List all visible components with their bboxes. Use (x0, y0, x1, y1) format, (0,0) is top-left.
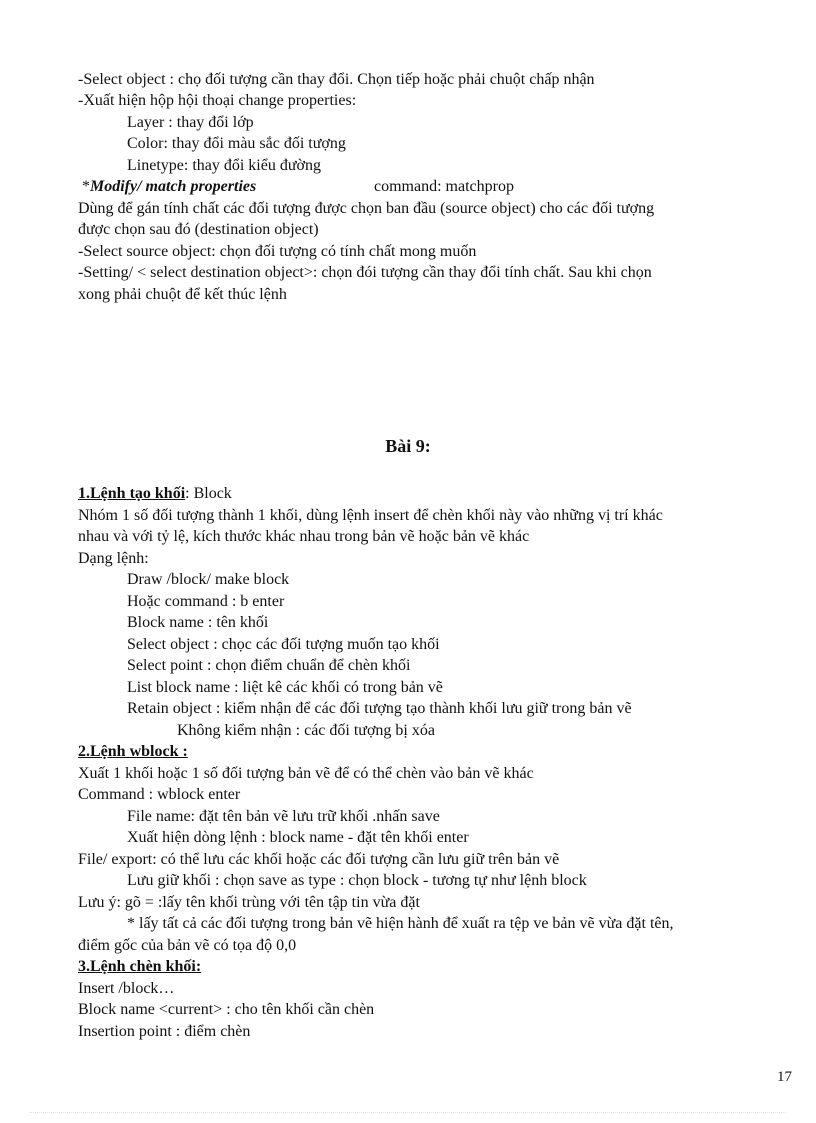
text-line: Layer : thay đổi lớp (127, 114, 254, 131)
list-item: List block name : liệt kê các khối có trong bản vẽ (127, 679, 443, 696)
match-properties-label: Modify/ match properties (90, 178, 257, 195)
text-line: nhau và với tỷ lệ, kích thước khác nhau trong bản vẽ hoặc bản vẽ khác (78, 528, 530, 545)
text-line: File name: đặt tên bản vẽ lưu trữ khối .nhấn save (127, 808, 440, 825)
text-line: Lưu ý: gõ = :lấy tên khối trùng với tên tập tin vừa đặt (78, 894, 420, 911)
text-line: -Setting/ < select destination object>: chọn đói tượng cần thay đổi tính chất. Sau khi chọn (78, 264, 652, 281)
match-command: command: matchprop (374, 178, 514, 195)
list-item: Select point : chọn điểm chuẩn để chèn khối (127, 657, 411, 674)
text-line: được chọn sau đó (destination object) (78, 221, 319, 238)
lesson-title: Bài 9: (385, 436, 431, 456)
section-1-heading-rest: : Block (185, 485, 232, 502)
text-line: Linetype: thay đổi kiểu đường (127, 157, 321, 174)
text-line: điểm gốc của bản vẽ có tọa độ 0,0 (78, 937, 297, 954)
text-line: -Select source object: chọn đối tượng có tính chất mong muốn (78, 243, 477, 260)
section-1-heading: 1.Lệnh tạo khối (78, 485, 186, 502)
text-line: Insert /block… (78, 980, 175, 997)
list-item: Block name : tên khối (127, 614, 269, 631)
text-line: Xuất 1 khối hoặc 1 số đối tượng bản vẽ để có thể chèn vào bản vẽ khác (78, 765, 534, 782)
text-line: Command : wblock enter (78, 786, 241, 803)
list-item: Hoặc command : b enter (127, 593, 285, 610)
list-item: Retain object : kiểm nhận để các đối tượng tạo thành khối lưu giữ trong bản vẽ (127, 700, 632, 717)
text-line: * lấy tất cả các đối tượng trong bản vẽ hiện hành để xuất ra tệp ve bản vẽ vừa đặt tên, (127, 915, 674, 932)
text-line: Dùng để gán tính chất các đối tượng được chọn ban đầu (source object) cho các đối tượng (78, 200, 655, 217)
page-number: 17 (777, 1069, 792, 1085)
text-line: Color: thay đổi màu sắc đối tượng (127, 135, 346, 152)
text-line: -Xuất hiện hộp hội thoại change properties: (78, 92, 357, 109)
section-2-heading: 2.Lệnh wblock : (78, 743, 188, 760)
list-item: Draw /block/ make block (127, 571, 290, 588)
list-item: Select object : chọc các đối tượng muốn tạo khối (127, 636, 440, 653)
section-1-heading-line (78, 483, 232, 504)
match-properties-line (82, 176, 256, 197)
text-line: -Select object : chọ đối tượng cần thay đổi. Chọn tiếp hoặc phải chuột chấp nhận (78, 71, 595, 88)
text-line: Insertion point : điểm chèn (78, 1023, 251, 1040)
page-divider (30, 1112, 786, 1113)
text-line: xong phải chuột để kết thúc lệnh (78, 286, 287, 303)
text-line: File/ export: có thể lưu các khối hoặc các đối tượng cần lưu giữ trên bản vẽ (78, 851, 560, 868)
text-line: Nhóm 1 số đối tượng thành 1 khối, dùng lệnh insert để chèn khối này vào những vị trí khác (78, 507, 663, 524)
list-subitem: Không kiểm nhận : các đối tượng bị xóa (177, 722, 435, 739)
text-line: Lưu giữ khối : chọn save as type : chọn block - tương tự như lệnh block (127, 872, 587, 889)
match-star: * (82, 178, 90, 195)
section-3-heading: 3.Lệnh chèn khối: (78, 958, 202, 975)
text-line: Block name <current> : cho tên khối cần chèn (78, 1001, 375, 1018)
text-line: Xuất hiện dòng lệnh : block name - đặt tên khối enter (127, 829, 469, 846)
text-line: Dạng lệnh: (78, 550, 149, 567)
